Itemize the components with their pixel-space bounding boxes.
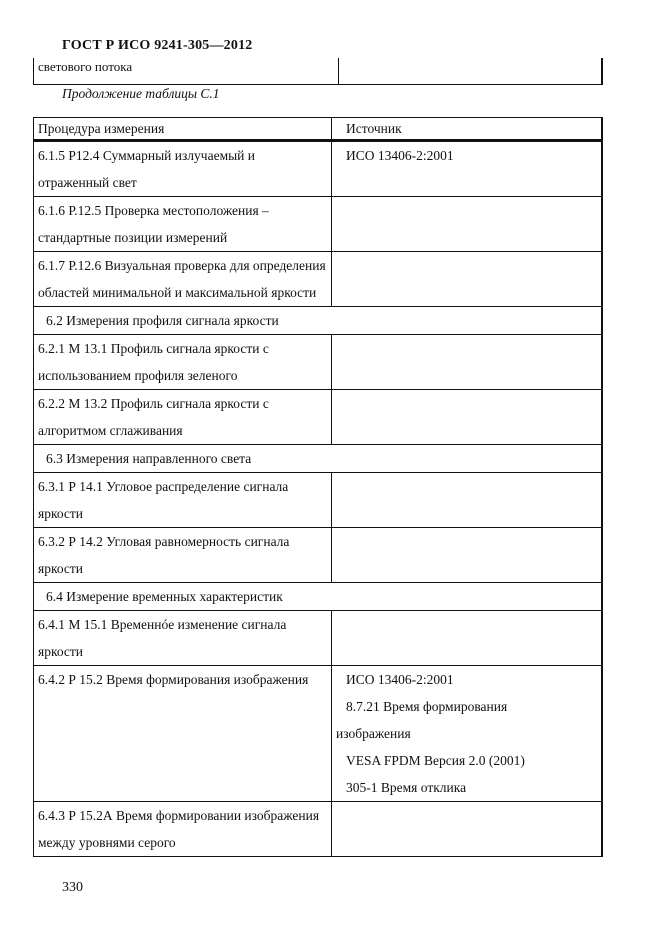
source-line: 8.7.21 Время формирования	[346, 699, 508, 714]
source-cell	[332, 335, 602, 390]
table-caption: Продолжение таблицы С.1	[62, 86, 220, 101]
procedure-cell: 6.2.1 М 13.1 Профиль сигнала яркости с использованием профиля зеленого	[34, 335, 332, 390]
section-title: 6.3 Измерения направленного света	[34, 445, 603, 473]
table-row	[34, 335, 603, 390]
procedure-cell: 6.1.6 Р.12.5 Проверка местоположения – стандартные позиции измерений	[34, 197, 332, 252]
column-header-procedure: Процедура измерения	[34, 118, 332, 141]
section-title: 6.2 Измерения профиля сигнала яркости	[34, 307, 603, 335]
table-row	[34, 473, 603, 528]
column-header-source: Источник	[332, 118, 602, 141]
table-row	[34, 58, 603, 85]
source-cell	[332, 473, 602, 528]
source-cell	[332, 390, 602, 445]
procedure-cell: 6.2.2 М 13.2 Профиль сигнала яркости с алгоритмом сглаживания	[34, 390, 332, 445]
page-number: 330	[62, 880, 83, 895]
table-row	[34, 802, 603, 857]
section-row	[34, 583, 603, 611]
source-line: VESA FPDM Версия 2.0 (2001)	[346, 753, 525, 768]
procedure-cell: 6.4.2 Р 15.2 Время формирования изображения	[34, 666, 332, 802]
table-row	[34, 528, 603, 583]
source-cell	[332, 252, 602, 307]
source-line: ИСО 13406-2:2001	[346, 148, 454, 163]
source-cell	[332, 197, 602, 252]
carryover-table	[33, 58, 603, 85]
source-cell	[332, 528, 602, 583]
table-row	[34, 666, 603, 802]
procedure-cell: 6.1.5 Р12.4 Суммарный излучаемый и отраженный свет	[34, 141, 332, 197]
page-bottom-mask	[33, 877, 605, 937]
source-cell	[339, 58, 603, 85]
table-header-row	[34, 118, 603, 141]
table-row	[34, 611, 603, 666]
table-row	[34, 197, 603, 252]
table-row	[34, 390, 603, 445]
source-cell	[332, 666, 602, 802]
source-line: 305-1 Время отклика	[346, 780, 467, 795]
section-row	[34, 445, 603, 473]
table-row	[34, 141, 603, 197]
procedure-cell: 6.3.1 Р 14.1 Угловое распределение сигнала яркости	[34, 473, 332, 528]
procedure-cell: 6.4.1 М 15.1 Временнóе изменение сигнала яркости	[34, 611, 332, 666]
procedure-cell: 6.1.7 Р.12.6 Визуальная проверка для определения областей минимальной и максимальной яркости	[34, 252, 332, 307]
source-cell	[332, 141, 602, 197]
section-title: 6.4 Измерение временных характеристик	[34, 583, 603, 611]
table-row	[34, 252, 603, 307]
procedure-cell: светового потока	[34, 58, 339, 85]
section-row	[34, 307, 603, 335]
measurement-table	[33, 117, 603, 857]
source-line: ИСО 13406-2:2001	[346, 672, 454, 687]
source-cell	[332, 611, 602, 666]
document-header: ГОСТ Р ИСО 9241-305—2012	[62, 38, 253, 53]
procedure-cell: 6.4.3 Р 15.2А Время формировании изображения между уровнями серого	[34, 802, 332, 857]
source-cell	[332, 802, 602, 857]
procedure-cell: 6.3.2 Р 14.2 Угловая равномерность сигнала яркости	[34, 528, 332, 583]
source-line: изображения	[336, 726, 411, 741]
